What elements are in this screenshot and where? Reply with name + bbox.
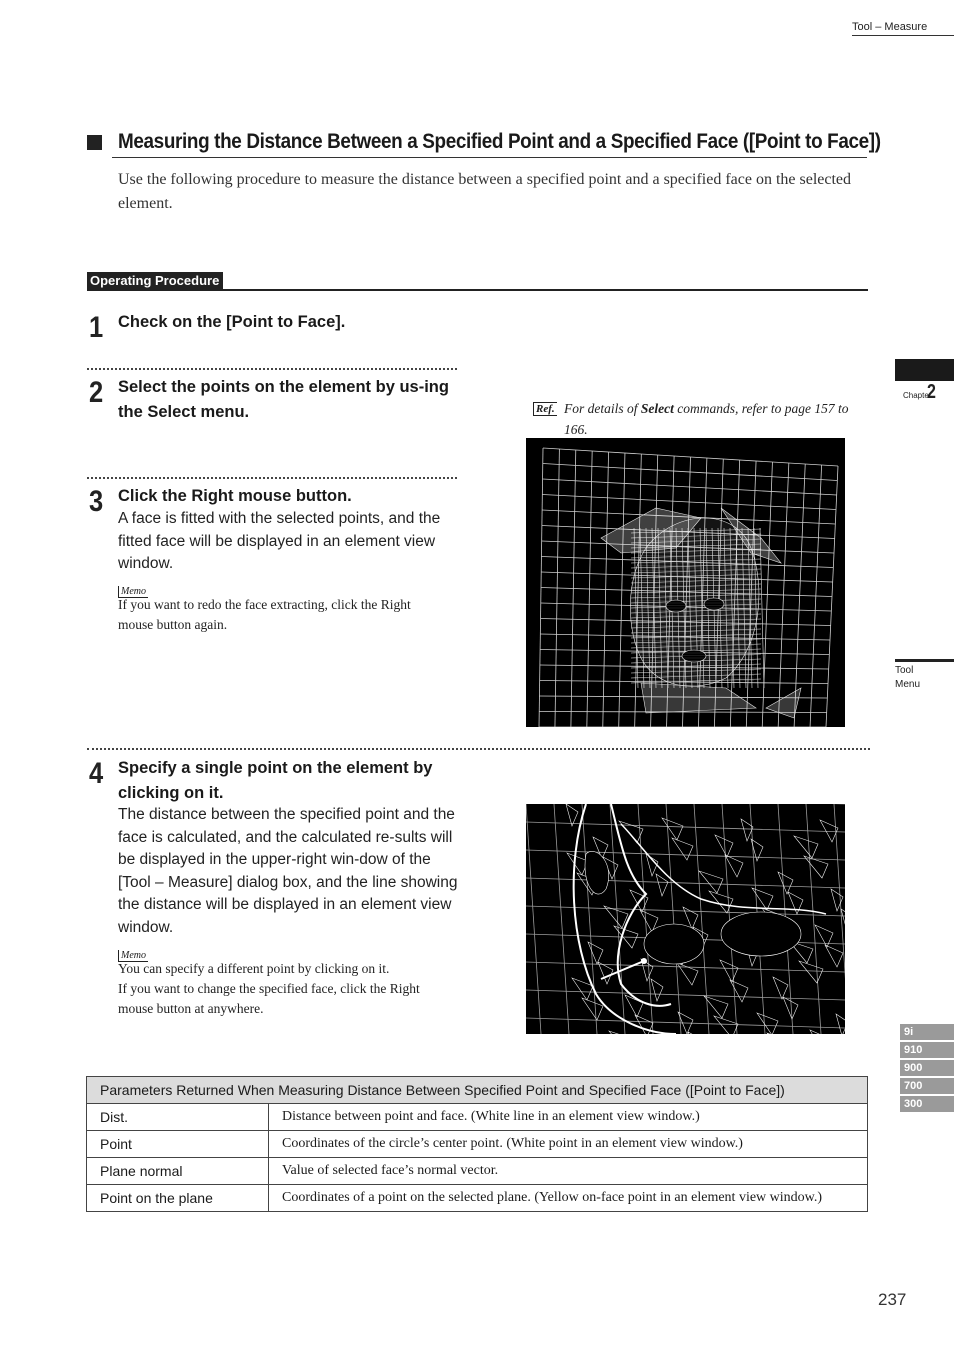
operating-procedure-label: Operating Procedure xyxy=(87,272,223,290)
model-tab-900: 900 xyxy=(900,1060,954,1076)
step-2-number: 2 xyxy=(89,376,104,409)
table-row xyxy=(87,1158,868,1185)
operating-procedure-rule xyxy=(87,289,868,291)
table-cell-key: Dist. xyxy=(87,1104,269,1131)
model-tab-9i: 9i xyxy=(900,1024,954,1040)
ref-badge: Ref. xyxy=(533,399,557,417)
step-divider xyxy=(87,748,870,750)
ref-note: For details of Select commands, refer to page 157 to 166. xyxy=(564,401,849,437)
table-row xyxy=(87,1185,868,1212)
chapter-number: 2 xyxy=(927,381,936,403)
distance-line xyxy=(601,961,644,979)
step-1-title: Check on the [Point to Face]. xyxy=(118,313,346,331)
running-header: Tool – Measure xyxy=(852,21,954,36)
table-cell-value: Coordinates of the circle’s center point. (White point in an element view window.) xyxy=(269,1131,868,1158)
table-row xyxy=(87,1131,868,1158)
model-tab-300: 300 xyxy=(900,1096,954,1112)
step-3-title: Click the Right mouse button. xyxy=(118,487,352,505)
step-4-memo-line-1: You can specify a different point by clicking on it. xyxy=(118,961,390,976)
table-cell-key: Point on the plane xyxy=(87,1185,269,1212)
fitted-face-wireframe xyxy=(526,438,845,727)
specified-point xyxy=(641,958,647,964)
table-header: Parameters Returned When Measuring Distance Between Specified Point and Specified Face ([Point to Face]) xyxy=(87,1077,868,1104)
distance-wireframe xyxy=(526,804,845,1034)
table-cell-key: Point xyxy=(87,1131,269,1158)
section-title: Measuring the Distance Between a Specified Point and a Specified Face ([Point to Face]) xyxy=(118,130,881,153)
table-cell-value: Distance between point and face. (White line in an element view window.) xyxy=(269,1104,868,1131)
step-4-body: The distance between the specified point and the face is calculated, and the calculated re-sults will be displayed in the upper-right win-dow of the [Tool – Measure] dialog box, and the line showing the distance will be displayed in an element view window. xyxy=(118,806,458,936)
step-3-body: A face is fitted with the selected points, and the fitted face will be displayed in an element view window. xyxy=(118,510,441,572)
step-4-title: Specify a single point on the element by clicking on it. xyxy=(118,759,433,802)
table-cell-value: Value of selected face’s normal vector. xyxy=(269,1158,868,1185)
element-view-fitted-face-image xyxy=(526,438,845,727)
step-4-number: 4 xyxy=(89,757,104,790)
face-mesh xyxy=(601,508,801,718)
step-3-number: 3 xyxy=(89,485,104,518)
step-4-memo-line-2: If you want to change the specified face, click the Right mouse button at anywhere. xyxy=(118,981,420,1016)
parameters-table xyxy=(86,1076,868,1212)
table-cell-value: Coordinates of a point on the selected plane. (Yellow on-face point in an element view window.) xyxy=(269,1185,868,1212)
step-2-title: Select the points on the element by us-ing the Select menu. xyxy=(118,378,449,421)
table-row xyxy=(87,1104,868,1131)
menu-tab-line-1: Tool xyxy=(895,665,914,676)
memo-icon: Memo xyxy=(118,945,148,963)
step-3-memo: If you want to redo the face extracting, click the Right mouse button again. xyxy=(118,597,411,632)
chapter-tab xyxy=(895,359,954,381)
element-view-distance-image xyxy=(526,804,845,1034)
section-intro: Use the following procedure to measure the distance between a specified point and a specified face on the selected element. xyxy=(118,171,852,212)
step-divider xyxy=(87,477,457,479)
table-header-row xyxy=(87,1077,868,1104)
menu-tab-rule xyxy=(895,659,954,662)
memo-icon: Memo xyxy=(118,581,148,599)
section-title-rule xyxy=(112,157,867,158)
model-tab-700: 700 xyxy=(900,1078,954,1094)
table-cell-key: Plane normal xyxy=(87,1158,269,1185)
menu-tab-label xyxy=(895,664,920,692)
face-mesh xyxy=(566,804,845,1034)
model-tab-910: 910 xyxy=(900,1042,954,1058)
chapter-label: Chapter xyxy=(903,391,932,400)
step-divider xyxy=(87,368,457,370)
section-marker-square xyxy=(87,135,102,150)
step-1-number: 1 xyxy=(89,311,104,344)
plane-grid xyxy=(526,804,845,1034)
page-number: 237 xyxy=(878,1290,907,1309)
menu-tab-line-2: Menu xyxy=(895,679,921,690)
